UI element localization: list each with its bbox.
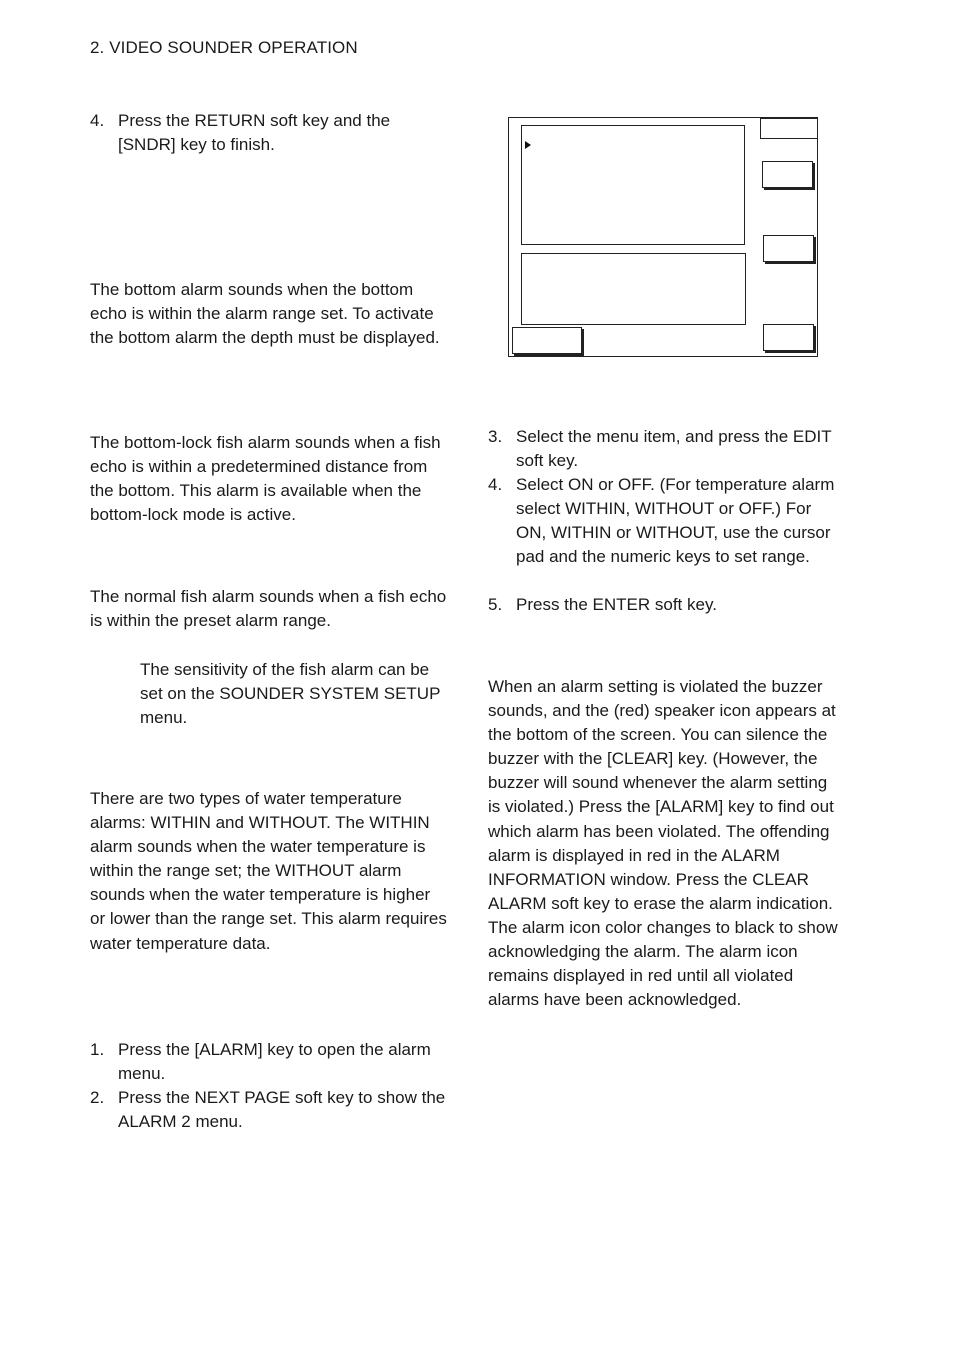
soft-key-3 [763,324,814,351]
step-number: 4. [488,475,503,494]
step-text: Press the [ALARM] key to open the alarm menu. [118,1040,431,1084]
page-header: 2. VIDEO SOUNDER OPERATION [90,38,358,57]
alarm-violation-paragraph: When an alarm setting is violated the buzzer sounds, and the (red) speaker icon appears at the bottom of the screen. You can silence the buzzer with the [CLEAR] key. (However, the buzzer will sound whenever the alarm setting is violated.) Press the [ALARM] key to find out which alarm has been violated. The offending alarm is displayed in red in the ALARM INFORMATION window. Press the CLEAR ALARM soft key to erase the alarm indication. The alarm icon color changes to black to show acknowledging the alarm. The alarm icon remains displayed in red until all violated alarms have been acknowledged. [488,677,838,1010]
soft-key-1 [762,161,813,188]
step-text: Press the RETURN soft key and the [SNDR] key to finish. [118,111,391,155]
normal-fish-alarm-paragraph: The normal fish alarm sounds when a fish echo is within the preset alarm range. [90,587,447,631]
alarm-menu-screen-figure [508,117,818,357]
step-text: Select ON or OFF. (For temperature alarm select WITHIN, WITHOUT or OFF.) For ON, WITHIN or WITHOUT, use the cursor pad and the numeric keys to set range. [516,475,835,567]
bottom-lock-fish-alarm-paragraph: The bottom-lock fish alarm sounds when a fish echo is within a predetermined distance from the bottom. This alarm is available when the bottom-lock mode is active. [90,433,441,525]
step-number: 3. [488,427,503,446]
step-text: Select the menu item, and press the EDIT soft key. [516,427,832,471]
guidance-window [521,253,746,325]
menu-title-soft-key [760,118,818,139]
step-number: 1. [90,1040,105,1059]
step-number: 2. [90,1088,105,1107]
menu-list-window [521,125,745,245]
soft-key-bottom-left [512,327,582,354]
soft-key-2 [763,235,814,262]
step-number: 4. [90,111,105,130]
bottom-alarm-paragraph: The bottom alarm sounds when the bottom echo is within the alarm range set. To activate the bottom alarm the depth must be displayed. [90,280,440,348]
fish-alarm-note: The sensitivity of the fish alarm can be set on the SOUNDER SYSTEM SETUP menu. [140,660,441,728]
step-text: Press the NEXT PAGE soft key to show the ALARM 2 menu. [118,1088,446,1132]
water-temperature-alarm-paragraph: There are two types of water temperature alarms: WITHIN and WITHOUT. The WITHIN alarm sounds when the water temperature is within the range set; the WITHOUT alarm sounds when the water temperature is higher or lower than the range set. This alarm requires water temperature data. [90,789,447,953]
step-text: Press the ENTER soft key. [516,595,717,614]
cursor-arrow-icon [525,141,531,149]
step-number: 5. [488,595,503,614]
